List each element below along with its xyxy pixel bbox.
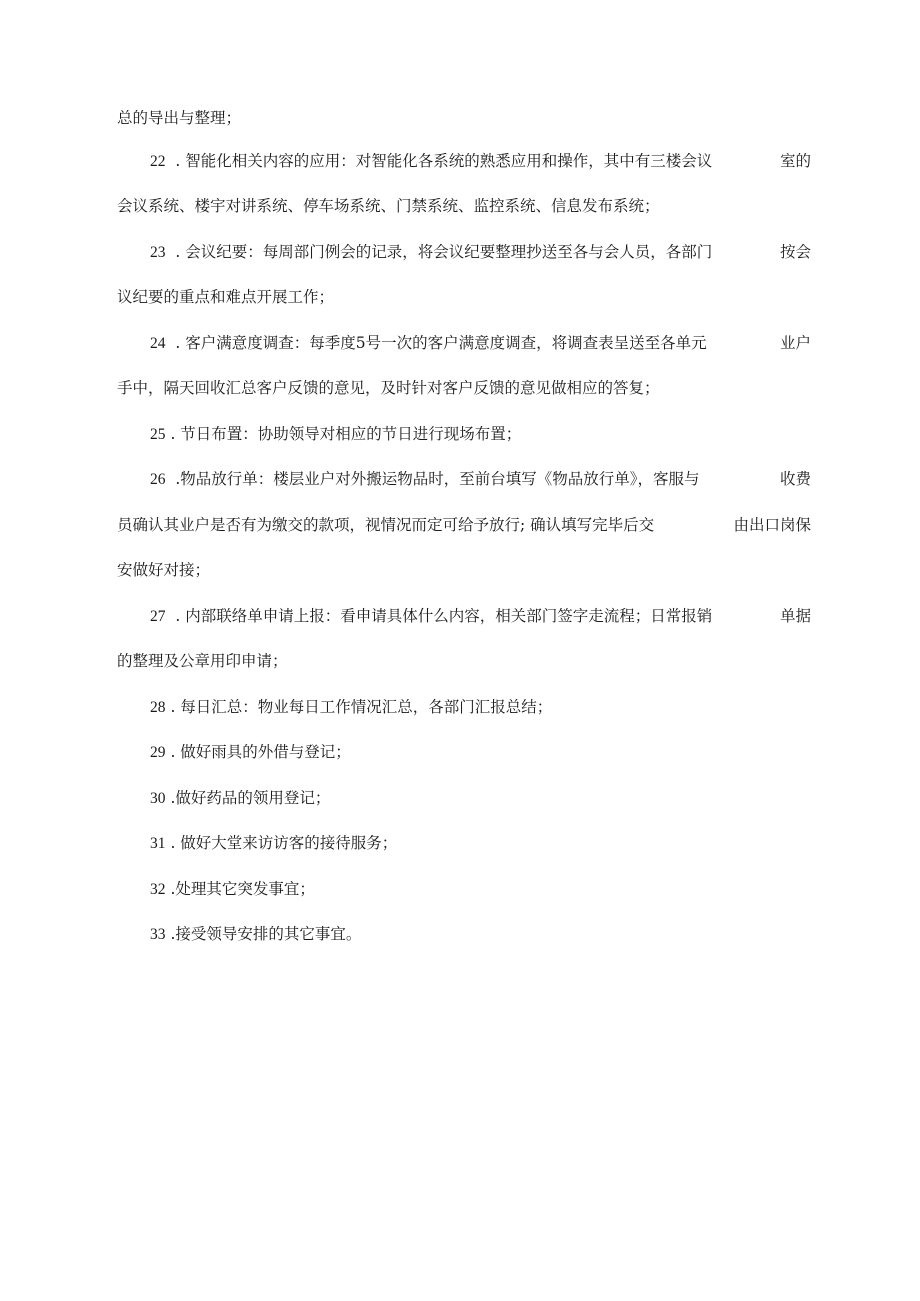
item-text-tail: 室的 bbox=[779, 152, 811, 170]
item-text: 安做好对接； bbox=[117, 561, 211, 579]
item-number: 25 bbox=[150, 426, 166, 443]
item-number: 23 bbox=[150, 244, 166, 261]
item-text: .物品放行单：楼层业户对外搬运物品时，至前台填写《物品放行单》，客服与 bbox=[175, 470, 700, 488]
list-item-22-line1 bbox=[117, 151, 811, 172]
list-item-24-line2 bbox=[117, 378, 811, 398]
item-number: 24 bbox=[150, 335, 166, 352]
item-text: . 客户满意度调查：每季度5号一次的客户满意度调查，将调查表呈送至各单元 bbox=[175, 334, 707, 352]
item-text: . 内部联络单申请上报：看申请具体什么内容，相关部门签字走流程；日常报销 bbox=[175, 607, 713, 625]
item-text: . 做好雨具的外借与登记； bbox=[170, 743, 351, 761]
list-item-33 bbox=[117, 924, 811, 945]
item-text: .接受领导安排的其它事宜。 bbox=[170, 925, 362, 943]
item-number: 27 bbox=[150, 608, 166, 625]
list-item-25 bbox=[117, 424, 811, 445]
item-text: .做好药品的领用登记； bbox=[170, 789, 331, 807]
item-text: . 会议纪要：每周部门例会的记录，将会议纪要整理抄送至各与会人员，各部门 bbox=[175, 243, 713, 261]
item-number: 29 bbox=[150, 744, 166, 761]
item-number: 33 bbox=[150, 926, 166, 943]
item-text-tail: 收费 bbox=[779, 470, 811, 488]
item-text: . 做好大堂来访访客的接待服务； bbox=[170, 834, 398, 852]
list-item-24-line1 bbox=[117, 333, 811, 354]
item-text: . 每日汇总：物业每日工作情况汇总，各部门汇报总结； bbox=[170, 698, 553, 716]
item-text: 议纪要的重点和难点开展工作； bbox=[117, 288, 335, 306]
list-item-28 bbox=[117, 697, 811, 718]
item-text: . 节日布置：协助领导对相应的节日进行现场布置； bbox=[170, 425, 522, 443]
item-text: 手中，隔天回收汇总客户反馈的意见，及时针对客户反馈的意见做相应的答复； bbox=[117, 379, 660, 397]
list-item-27-line2 bbox=[117, 651, 811, 671]
item-text: 员确认其业户是否有为缴交的款项，视情况而定可给予放行; 确认填写完毕后交 bbox=[117, 516, 655, 534]
continuation-text: 总的导出与整理； bbox=[117, 109, 242, 127]
list-item-22-line2 bbox=[117, 196, 811, 216]
item-text-tail: 由出口岗保 bbox=[733, 516, 811, 534]
item-text: 会议系统、楼宇对讲系统、停车场系统、门禁系统、监控系统、信息发布系统； bbox=[117, 197, 660, 215]
item-text: .处理其它突发事宜； bbox=[170, 880, 315, 898]
item-number: 31 bbox=[150, 835, 166, 852]
list-item-26-line2 bbox=[117, 515, 811, 535]
list-item-32 bbox=[117, 879, 811, 900]
list-item-27-line1 bbox=[117, 606, 811, 627]
list-item-23-line2 bbox=[117, 287, 811, 307]
item-text-tail: 单据 bbox=[779, 607, 811, 625]
item-text: 的整理及公章用印申请； bbox=[117, 652, 288, 670]
continuation-line bbox=[117, 108, 811, 128]
list-item-29 bbox=[117, 742, 811, 763]
item-number: 22 bbox=[150, 153, 166, 170]
item-text: . 智能化相关内容的应用：对智能化各系统的熟悉应用和操作，其中有三楼会议 bbox=[175, 152, 713, 170]
list-item-30 bbox=[117, 788, 811, 809]
item-number: 28 bbox=[150, 699, 166, 716]
list-item-26-line3 bbox=[117, 560, 811, 580]
item-number: 32 bbox=[150, 881, 166, 898]
item-text-tail: 业户 bbox=[779, 334, 811, 352]
list-item-26-line1 bbox=[117, 469, 811, 490]
item-number: 26 bbox=[150, 471, 166, 488]
item-text-tail: 按会 bbox=[779, 243, 811, 261]
list-item-23-line1 bbox=[117, 242, 811, 263]
list-item-31 bbox=[117, 833, 811, 854]
item-number: 30 bbox=[150, 790, 166, 807]
